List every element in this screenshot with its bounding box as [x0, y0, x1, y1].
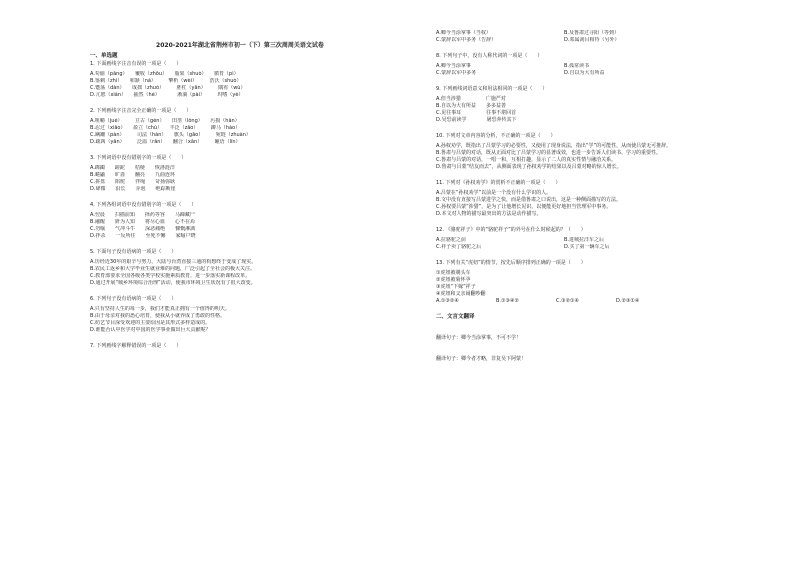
- option: ③虎妞“下嫁”祥子: [436, 284, 476, 290]
- option: D.本文对人物的描写最突出的方法是动作描写。: [436, 211, 542, 217]
- option: A.踯躅 蹉跎 桔梗 恢洛涟洋: [90, 165, 175, 171]
- option: D.鲁肃与吕蒙“结友而去”，从侧面表现了孙权劝学的结果以及吕蒙对略的惊人增长。: [436, 164, 622, 170]
- option: D.谁能否认中医学对中国的医学事业做出巨大贡献呢？: [90, 327, 211, 333]
- option: D.买了第一辆车之后: [564, 244, 610, 250]
- option: B.忍过（xiāo） 盈立（chù） 丰泛（zāo） 蹲马（hào）: [90, 125, 241, 131]
- question-stem: 4. 下列各组词语中没有错别字的一项是（ ）: [90, 202, 197, 208]
- option: A.孙权劝学，既指出了吕蒙学习的必要性，又使用了现身说法，指出“学”的可能性，从而使吕蒙无可推辞。: [436, 143, 672, 149]
- option: C.蹒跚（pán） 司法（hán） 旗头（gāo） 宛琏（zhuàn）: [90, 132, 251, 138]
- option: C.蒙辞以军中多务: [436, 70, 477, 76]
- option: A.吕蒙在“孙权劝学”以前是一个没有什么学识的人。: [436, 190, 552, 196]
- question-stem: 3. 下列词语中没有错别字的一项是（ ）: [90, 155, 187, 161]
- right-column: [436, 30, 736, 363]
- question-stem: 11. 下列对《孙权劝学》的赏析不正确的一项是（ ）: [436, 180, 561, 186]
- option: C.孙权要吕蒙“涉猎”，是为了让他增长见识，以便能更好地担当管理军中事务。: [436, 204, 612, 210]
- question: [436, 133, 736, 171]
- option: D.②③①④: [616, 298, 640, 304]
- page-title: 2020-2021年湖北省荆州市初一（下）第三次周周关语文试卷: [156, 42, 324, 49]
- question-stem: 10. 下列对文章内容的分析，不正确的一项是（ ）: [436, 133, 556, 139]
- option: C.祥子卖了骆驼之后: [436, 244, 482, 250]
- translation-item: 翻译句子：卿今当涂掌事，不可不学！: [436, 335, 522, 341]
- option-grid: [436, 298, 736, 305]
- question: [90, 155, 390, 193]
- q7-options: [436, 30, 736, 44]
- option: B.融醒 鼾为人知 将尽心血 心不在焉: [90, 219, 196, 225]
- question: [436, 86, 736, 124]
- right-question-list: [436, 53, 736, 305]
- option: C.拼盘 陷舵 伴绳 苛扬弥耿: [90, 179, 176, 185]
- option: D.邓属刮目相待（另外）: [564, 37, 620, 43]
- option: A.①③②④: [436, 298, 459, 304]
- option: A.卿今当涂掌事（当权）: [436, 30, 491, 36]
- option: D.疏凶（yān） 泛温（rǎn） 翻合（xān） 瞳语（lín）: [90, 139, 241, 145]
- question: [436, 227, 736, 251]
- option: B.蜷鼬 旷啬 翻亮 九曲连环: [90, 172, 176, 178]
- question: [90, 249, 390, 287]
- option: D.肆循 沿长 弄泡 绝踪断崖: [90, 186, 176, 192]
- option: D.通过开展“城乡环境综合治理”活动，使我市环境卫生状况有了很大改变。: [90, 280, 256, 286]
- left-question-list: [90, 61, 390, 350]
- question: [90, 343, 390, 350]
- option: A.卿今当涂掌事: [436, 63, 471, 69]
- question-stem: 13. 下列有关“虎妞”的情节，按先后顺序排列正确的一项是（ ）: [436, 260, 586, 266]
- option: B.文中没有直接写吕蒙进学之快，而是借鲁肃之口说出，这是一种侧面描写的方法。: [436, 197, 622, 203]
- option-grid: [436, 63, 736, 77]
- option: B.①③④②: [496, 298, 519, 304]
- question-stem: 9. 下列画线词语意义和用法相同的一项是（ ）: [436, 86, 548, 92]
- option: C.勿喻 气冲斗牛 深恶痛绝 慷慨淋漓: [90, 226, 196, 232]
- option: B.农民工返乡和大学毕业生就业难的问题，广泛引起了全社会的极大关注。: [90, 266, 256, 272]
- option: B.进城拉洋车之后: [564, 237, 605, 243]
- question: [436, 260, 736, 305]
- section-heading: 二、文言文翻译: [436, 314, 475, 320]
- option: A.翌晨 扫描前知 择药等容 马蹄藏尸: [90, 212, 195, 218]
- option: D.亢恕（xiàn） 抽然（hé） 淅淌（pài） 坞嗜（yè）: [90, 92, 244, 98]
- question-stem: 6. 下列句子没有语病的一项是（ ）: [90, 296, 177, 302]
- question-stem: 1. 下面画线字注音有误的一项是（ ）: [90, 61, 182, 67]
- question-stem: 7. 下列画线字解释错误的一项是（ ）: [90, 343, 182, 349]
- question: [90, 61, 390, 99]
- option: D.自以为大有所益: [564, 70, 605, 76]
- question: [436, 53, 736, 77]
- option: ④虎妞和父亲闹翻吵翻: [436, 291, 486, 297]
- section-heading: 一、单选题: [90, 53, 118, 59]
- option: C.见往事耳 往事不堪回首: [436, 110, 517, 116]
- option: C.鲁肃与吕蒙的对话，一唱一和，互相打趣，显示了二人的真实性情与融洽关系。: [436, 157, 617, 163]
- question-stem: 2. 下列画线字注音完全正确的一项是（ ）: [90, 108, 192, 114]
- option: ①虎妞被剃头车: [436, 270, 471, 276]
- option: D.吴恐前读学 屠恐奔传其下: [436, 117, 517, 123]
- question: [436, 180, 736, 218]
- translation-item: 翻译句子：卿今者才略，非复吴下阿蒙！: [436, 356, 527, 362]
- question-stem: 12. 《骆驼祥子》中的“骆驼祥子”的外号在什么时候起的？（ ）: [436, 227, 586, 233]
- option: B.鉴刺（zhì） 和颔（nà） 擎析（wèi） 浩沃（shuò）: [90, 78, 242, 84]
- option: D.抨杀 一反所往 至死不懈 家喻户晓: [90, 233, 196, 239]
- option: B.自以为大有所益 多多益善: [436, 103, 507, 109]
- question: [90, 108, 390, 146]
- question: [90, 296, 390, 334]
- option: B.由于母亲对我的悉心培育，使我从小就养成了勇敢的性格。: [90, 313, 226, 319]
- option: C.③②①④: [556, 298, 580, 304]
- option: B.及鲁肃过寻阳（等到）: [564, 30, 620, 36]
- question-stem: 5. 下面句子没有语病的一项是（ ）: [90, 249, 177, 255]
- option: C.蹙荡（dàn） 成拙（zhuó） 胚杠（yān） 隅宥（wù）: [90, 85, 246, 91]
- option: C.蒙辞以军中多务（告辞）: [436, 37, 497, 43]
- option: A.历经近30年的艰辛与努力，大陆与台湾直接三通的构想终于变成了现实。: [90, 259, 257, 265]
- option: ②虎妞被菊怀孕: [436, 277, 471, 283]
- left-column: [90, 30, 390, 359]
- option: B.鲁肃与吕蒙的对话，既从正面对比了吕蒙学习的显著成效，也进一步告诉人们读书、学习的重要性。: [436, 150, 662, 156]
- option: A.拉骆驼之前: [436, 237, 466, 243]
- option: B.孤常读书: [564, 63, 590, 69]
- option-grid: [436, 237, 736, 251]
- option: A.只有坚持人生的每一步，我们才能真正拥有一个值得的明天。: [90, 306, 230, 312]
- option: C.纺艺节目深受欢迎的主要原因是其形式多样造成的。: [90, 320, 211, 326]
- option: C.教育部要求全国各级各类学校实施素质教育，进一步落实新课程改革。: [90, 273, 251, 279]
- option: A.但当涉猎 广施严对: [436, 96, 506, 102]
- question-stem: 8. 下列句子中，没有人称代词的一项是（ ）: [436, 53, 543, 59]
- option: A.苟偷（pāng） 覆收（zhōu） 脂果（shuò） 循育（pì）: [90, 71, 239, 77]
- question: [90, 202, 390, 240]
- option: A.咀嚼（jué） 豆古（gèn） 田垄（lǒng） 污损（hǎn）: [90, 118, 240, 124]
